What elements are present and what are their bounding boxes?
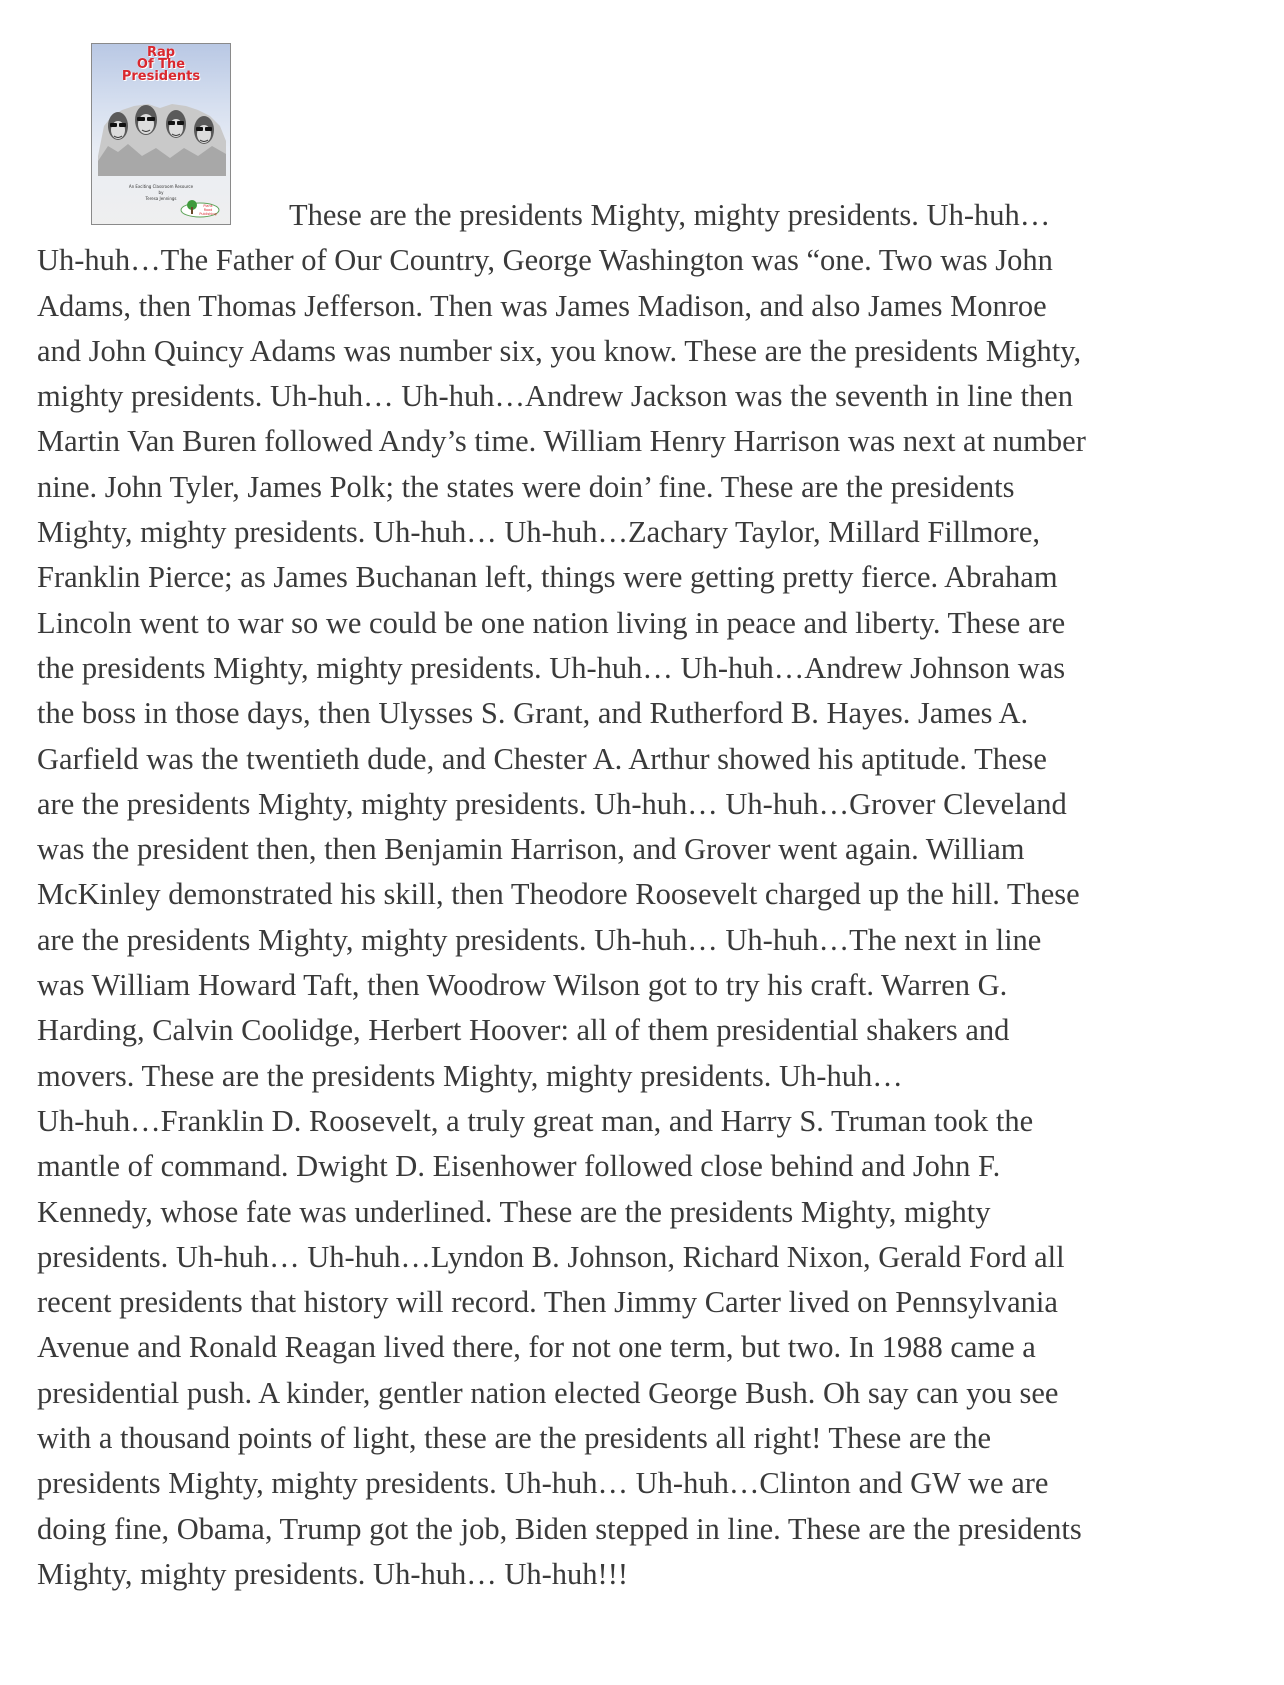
- rap-lyrics-text: [37, 193, 1252, 1597]
- text-line: Avenue and Ronald Reagan lived there, for not one term, but two. In 1988 came a: [37, 1330, 1036, 1365]
- text-line: Adams, then Thomas Jefferson. Then was James Madison, and also James Monroe: [37, 288, 1047, 323]
- text-line: the boss in those days, then Ulysses S. Grant, and Rutherford B. Hayes. James A.: [37, 696, 1029, 731]
- text-line: Martin Van Buren followed Andy’s time. William Henry Harrison was next at number: [37, 424, 1086, 459]
- text-line: was William Howard Taft, then Woodrow Wilson got to try his craft. Warren G.: [37, 968, 1008, 1003]
- text-line: presidents. Uh-huh… Uh-huh…Lyndon B. Johnson, Richard Nixon, Gerald Ford all: [37, 1239, 1065, 1274]
- text-line: Garfield was the twentieth dude, and Chester A. Arthur showed his aptitude. These: [37, 741, 1047, 776]
- cover-by: by: [158, 190, 164, 195]
- text-line: presidents Mighty, mighty presidents. Uh-huh… Uh-huh…Clinton and GW we are: [37, 1466, 1049, 1501]
- text-line: mantle of command. Dwight D. Eisenhower followed close behind and John F.: [37, 1149, 1001, 1184]
- text-line: Franklin Pierce; as James Buchanan left, things were getting pretty fierce. Abraham: [37, 560, 1058, 595]
- logo-text-2: Road: [203, 208, 213, 212]
- text-line: Mighty, mighty presidents. Uh-huh… Uh-huh!!!: [37, 1556, 629, 1591]
- cover-author: Teresa Jennings: [145, 196, 177, 201]
- text-line: nine. John Tyler, James Polk; the states were doin’ fine. These are the presidents: [37, 469, 1015, 504]
- cover-subtitle: An Exciting Classroom Resource: [128, 184, 194, 189]
- text-line: mighty presidents. Uh-huh… Uh-huh…Andrew Jackson was the seventh in line then: [37, 379, 1073, 414]
- text-line: McKinley demonstrated his skill, then Theodore Roosevelt charged up the hill. These: [37, 877, 1080, 912]
- text-line: Lincoln went to war so we could be one nation living in peace and liberty. These are: [37, 605, 1066, 640]
- mount-rushmore-icon: [98, 86, 226, 176]
- text-line: with a thousand points of light, these are the presidents all right! These are the: [37, 1421, 992, 1456]
- text-line: presidential push. A kinder, gentler nation elected George Bush. Oh say can you see: [37, 1375, 1059, 1410]
- text-line: doing fine, Obama, Trump got the job, Biden stepped in line. These are the presidents: [37, 1511, 1082, 1546]
- cover-title: [92, 47, 230, 83]
- cover-title-line-2: Of The: [136, 57, 186, 72]
- text-line: Uh-huh…The Father of Our Country, George Washington was “one. Two was John: [37, 243, 1053, 278]
- text-line: These are the presidents Mighty, mighty presidents. Uh-huh…: [289, 198, 1051, 232]
- text-line: was the president then, then Benjamin Harrison, and Grover went again. William: [37, 832, 1025, 867]
- text-line: Mighty, mighty presidents. Uh-huh… Uh-huh…Zachary Taylor, Millard Fillmore,: [37, 515, 1041, 550]
- text-line: movers. These are the presidents Mighty, mighty presidents. Uh-huh…: [37, 1058, 903, 1093]
- text-line: and John Quincy Adams was number six, you know. These are the presidents Mighty,: [37, 333, 1082, 368]
- text-line: recent presidents that history will record. Then Jimmy Carter lived on Pennsylvania: [37, 1285, 1058, 1320]
- text-line: Harding, Calvin Coolidge, Herbert Hoover: all of them presidential shakers and: [37, 1013, 1010, 1048]
- text-line: Uh-huh…Franklin D. Roosevelt, a truly great man, and Harry S. Truman took the: [37, 1103, 1034, 1138]
- text-line: are the presidents Mighty, mighty presidents. Uh-huh… Uh-huh…Grover Cleveland: [37, 786, 1067, 821]
- logo-text-1: Plank: [203, 204, 213, 208]
- text-line: are the presidents Mighty, mighty presidents. Uh-huh… Uh-huh…The next in line: [37, 922, 1042, 957]
- logo-text-3: Publishing: [199, 212, 217, 216]
- text-line: Kennedy, whose fate was underlined. These are the presidents Mighty, mighty: [37, 1194, 991, 1229]
- cover-title-line-1: Rap: [146, 45, 176, 60]
- cover-title-line-3: Presidents: [121, 69, 201, 84]
- text-line: the presidents Mighty, mighty presidents. Uh-huh… Uh-huh…Andrew Johnson was: [37, 650, 1066, 685]
